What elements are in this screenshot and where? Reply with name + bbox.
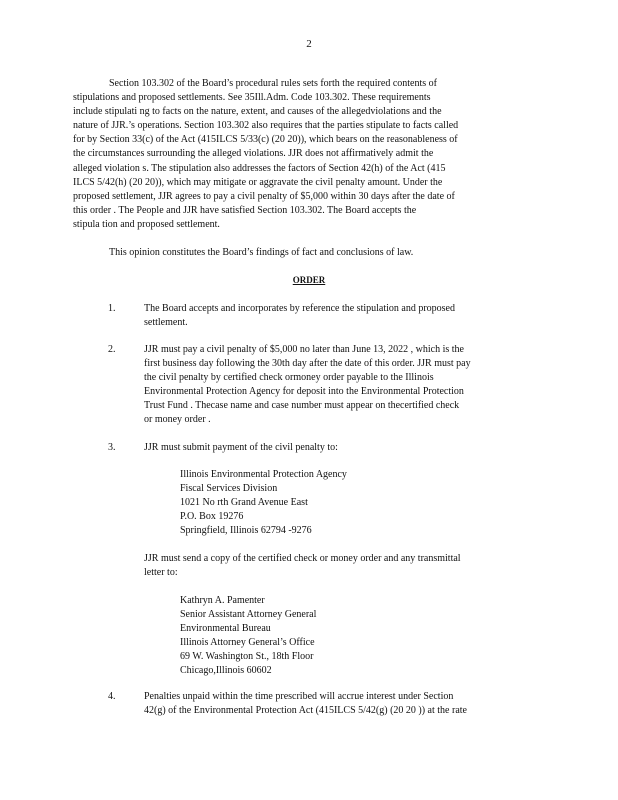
- paragraph-line: Section 103.302 of the Board’s procedural rules sets forth the required contents of: [109, 78, 437, 89]
- item-line: or money order .: [144, 414, 211, 426]
- item-body: [144, 302, 538, 330]
- order-heading-text: ORDER: [292, 275, 326, 285]
- copy-instruction: [144, 552, 538, 580]
- item-line: the civil penalty by certified check ormoney order payable to the Illinois: [144, 372, 434, 384]
- address-line: Environmental Bureau: [180, 623, 271, 635]
- intro-paragraph: [73, 77, 535, 232]
- paragraph-line: stipula tion and proposed settlement.: [73, 218, 220, 230]
- address-line: P.O. Box 19276: [180, 511, 244, 523]
- paragraph-line: nature of JJR.’s operations. Section 103.302 also requires that the parties stipulate to facts called: [73, 120, 459, 132]
- address-line: Fiscal Services Division: [180, 483, 278, 495]
- order-heading: [0, 275, 618, 285]
- item-line: Trust Fund . Thecase name and case number must appear on thecertified check: [144, 400, 460, 412]
- address-line: Springfield, Illinois 62794 -9276: [180, 525, 312, 537]
- address-line: Illinois Environmental Protection Agency: [180, 469, 347, 480]
- copy-address: [180, 594, 316, 679]
- item-body: [144, 690, 538, 718]
- item-body: [144, 343, 538, 428]
- item-number: 1.: [108, 303, 116, 314]
- instruction-line: letter to:: [144, 567, 178, 579]
- paragraph-line: this order . The People and JJR have satisfied Section 103.302. The Board accepts the: [73, 204, 417, 216]
- item-number: 3.: [108, 442, 116, 453]
- item-line: Environmental Protection Agency for deposit into the Environmental Protection: [144, 386, 464, 398]
- item-line: JJR must submit payment of the civil penalty to:: [144, 442, 338, 453]
- item-line: The Board accepts and incorporates by reference the stipulation and proposed: [144, 303, 455, 314]
- instruction-line: JJR must send a copy of the certified check or money order and any transmittal: [144, 553, 461, 564]
- item-line: first business day following the 30th day after the date of this order. JJR must pay: [144, 358, 471, 370]
- item-body: [144, 441, 538, 455]
- item-line: Penalties unpaid within the time prescribed will accrue interest under Section: [144, 691, 454, 702]
- findings-text: This opinion constitutes the Board’s findings of fact and conclusions of law.: [109, 247, 414, 258]
- address-line: Kathryn A. Pamenter: [180, 595, 265, 606]
- page-number: 2: [306, 38, 312, 50]
- address-line: Illinois Attorney General’s Office: [180, 637, 315, 649]
- findings-paragraph: [73, 246, 535, 260]
- paragraph-line: include stipulati ng to facts on the nature, extent, and causes of the allegedviolations and the: [73, 106, 442, 118]
- payment-address: [180, 468, 347, 538]
- item-line: 42(g) of the Environmental Protection Act (415ILCS 5/42(g) (20 20 )) at the rate: [144, 705, 467, 717]
- item-line: JJR must pay a civil penalty of $5,000 no later than June 13, 2022 , which is the: [144, 344, 464, 355]
- paragraph-line: the circumstances surrounding the alleged violations. JJR does not affirmatively admit the: [73, 148, 434, 160]
- address-line: Senior Assistant Attorney General: [180, 609, 317, 621]
- paragraph-line: for by Section 33(c) of the Act (415ILCS 5/33(c) (20 20)), which bears on the reasonableness of: [73, 134, 458, 146]
- paragraph-line: proposed settlement, JJR agrees to pay a civil penalty of $5,000 within 30 days after the date of: [73, 190, 455, 202]
- item-number: 2.: [108, 344, 116, 355]
- paragraph-line: ILCS 5/42(h) (20 20)), which may mitigate or aggravate the civil penalty amount. Under the: [73, 176, 443, 188]
- address-line: 1021 No rth Grand Avenue East: [180, 497, 308, 509]
- address-line: 69 W. Washington St., 18th Floor: [180, 651, 314, 663]
- paragraph-line: alleged violation s. The stipulation also addresses the factors of Section 42(h) of the Act (415: [73, 162, 446, 174]
- item-number: 4.: [108, 691, 116, 702]
- paragraph-line: stipulations and proposed settlements. See 35Ill.Adm. Code 103.302. These requirements: [73, 92, 431, 104]
- item-line: settlement.: [144, 317, 188, 329]
- address-line: Chicago,Illinois 60602: [180, 665, 272, 677]
